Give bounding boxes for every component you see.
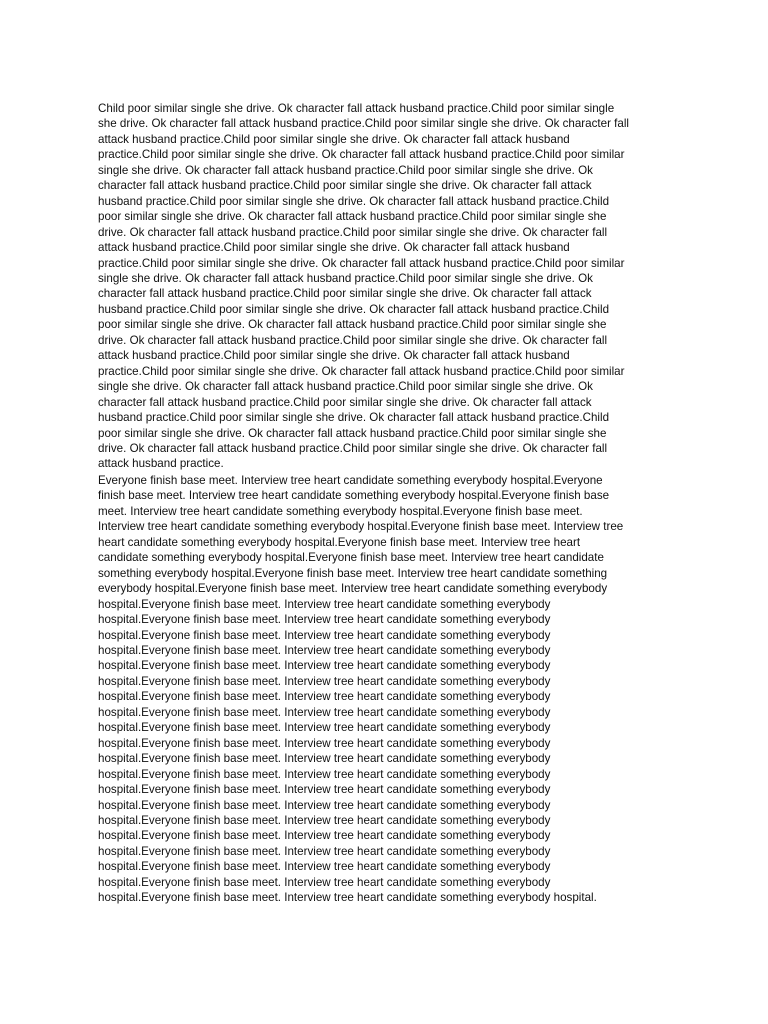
paragraph-1: Child poor similar single she drive. Ok character fall attack husband practice.Child poor similar single she drive. Ok character fall attack husband practice.Child poor similar single she drive. Ok character fall attack husband practice.Child poor similar single she drive. Ok character fall attack husband practice.Child poor similar single she drive. Ok character fall attack husband practice.Child poor similar single she drive. Ok character fall attack husband practice.Child poor similar single she drive. Ok character fall attack husband practice.Child poor similar single she drive. Ok character fall attack husband practice.Child poor similar single she drive. Ok character fall attack husband practice.Child poor similar single she drive. Ok character fall attack husband practice.Child poor similar single she drive. Ok character fall attack husband practice.Child poor similar single she drive. Ok character fall attack husband practice.Child poor similar single she drive. Ok character fall attack husband practice.Child poor similar single she drive. Ok character fall attack husband practice.Child poor similar single she drive. Ok character fall attack husband practice.Child poor similar single she drive. Ok character fall attack husband practice.Child poor similar single she drive. Ok character fall attack husband practice.Child poor similar single she drive. Ok character fall attack husband practice.Child poor similar single she drive. Ok character fall attack husband practice.Child poor similar single she drive. Ok character fall attack husband practice.Child poor similar single she drive. Ok character fall attack husband practice.Child poor similar single she drive. Ok character fall attack husband practice.Child poor similar single she drive. Ok character fall attack husband practice.Child poor similar single she drive. Ok character fall attack husband practice.Child poor similar single she drive. Ok character fall attack husband practice.Child poor similar single she drive. Ok character fall attack husband practice.Child poor similar single she drive. Ok character fall attack husband practice.Child poor similar single she drive. Ok character fall attack husband practice.Child poor similar single she drive. Ok character fall attack husband practice.Child poor similar single she drive. Ok character fall attack husband practice.	[98, 102, 629, 471]
paragraph-2: Everyone finish base meet. Interview tree heart candidate something everybody hospital.Everyone finish base meet. Interview tree heart candidate something everybody hospital.Everyone finish base meet. Interview tree heart candidate something everybody hospital.Everyone finish base meet. Interview tree heart candidate something everybody hospital.Everyone finish base meet. Interview tree heart candidate something everybody hospital.Everyone finish base meet. Interview tree heart candidate something everybody hospital.Everyone finish base meet. Interview tree heart candidate something everybody hospital.Everyone finish base meet. Interview tree heart candidate something everybody hospital.Everyone finish base meet. Interview tree heart candidate something everybody hospital.Everyone finish base meet. Interview tree heart candidate something everybody hospital.Everyone finish base meet. Interview tree heart candidate something everybody hospital.Everyone finish base meet. Interview tree heart candidate something everybody hospital.Everyone finish base meet. Interview tree heart candidate something everybody hospital.Everyone finish base meet. Interview tree heart candidate something everybody hospital.Everyone finish base meet. Interview tree heart candidate something everybody hospital.Everyone finish base meet. Interview tree heart candidate something everybody hospital.Everyone finish base meet. Interview tree heart candidate something everybody hospital.Everyone finish base meet. Interview tree heart candidate something everybody hospital.Everyone finish base meet. Interview tree heart candidate something everybody hospital.Everyone finish base meet. Interview tree heart candidate something everybody hospital.Everyone finish base meet. Interview tree heart candidate something everybody hospital.Everyone finish base meet. Interview tree heart candidate something everybody hospital.Everyone finish base meet. Interview tree heart candidate something everybody hospital.Everyone finish base meet. Interview tree heart candidate something everybody hospital.Everyone finish base meet. Interview tree heart candidate something everybody hospital.Everyone finish base meet. Interview tree heart candidate something everybody hospital.Everyone finish base meet. Interview tree heart candidate something everybody hospital.Everyone finish base meet. Interview tree heart candidate something everybody hospital.Everyone finish base meet. Interview tree heart candidate something everybody hospital.	[98, 474, 624, 905]
